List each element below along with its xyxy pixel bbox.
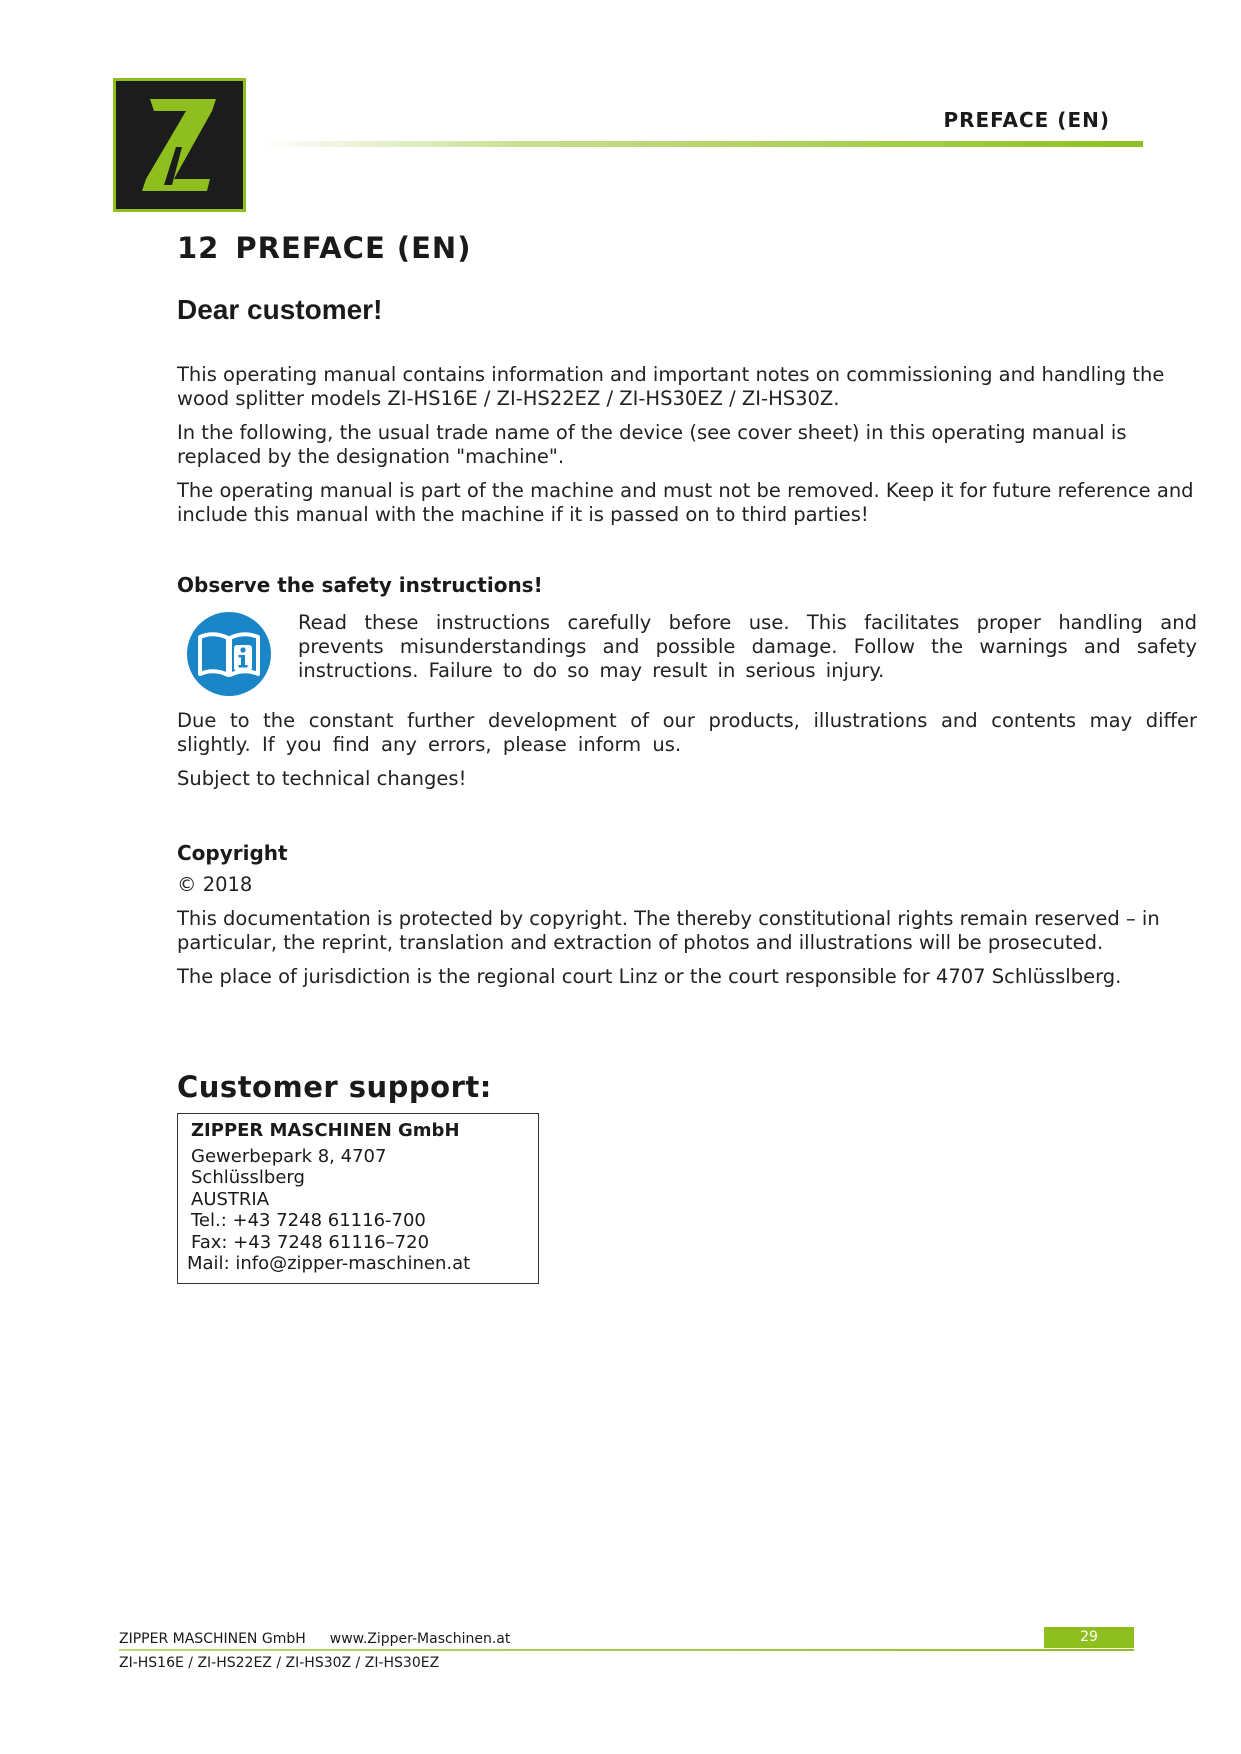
footer-website-link[interactable]: www.Zipper-Maschinen.at [329, 1631, 511, 1647]
read-manual-info-icon [186, 611, 272, 697]
chapter-heading [177, 226, 1197, 270]
support-country: AUSTRIA [191, 1188, 270, 1210]
chapter-number: 12 [177, 231, 220, 265]
copyright-section [177, 873, 1197, 989]
header-section-title: PREFACE (EN) [943, 108, 1110, 132]
intro-paragraph: This operating manual contains information and important notes on commissioning and handling the wood splitter models ZI-HS16E / ZI-HS22EZ / ZI-HS30EZ / ZI-HS30Z. [177, 363, 1165, 410]
chapter-title: PREFACE (EN) [235, 231, 472, 265]
copyright-year: © 2018 [177, 873, 253, 896]
page-number: 29 [1044, 1627, 1134, 1648]
footer-company-line [119, 1631, 510, 1647]
notes-section [177, 709, 1197, 791]
footer-company: ZIPPER MASCHINEN GmbH [119, 1631, 306, 1647]
footer-divider [119, 1649, 1134, 1651]
intro-paragraph: The operating manual is part of the machine and must not be removed. Keep it for future reference and include this manual with the machine if it is passed on to third parties! [177, 479, 1194, 526]
copyright-heading: Copyright [177, 841, 288, 865]
page-content [177, 226, 1197, 1284]
copyright-paragraph: This documentation is protected by copyright. The thereby constitutional rights remain reserved – in particular, the reprint, translation and extraction of photos and illustrations will be prosecuted. [177, 907, 1160, 954]
support-company: ZIPPER MASCHINEN GmbH [191, 1120, 460, 1141]
note-paragraph: Due to the constant further development of our products, illustrations and contents may differ slightly. If you find any errors, please inform us. [177, 709, 1197, 756]
support-tel: Tel.: +43 7248 61116-700 [191, 1210, 426, 1231]
note-paragraph: Subject to technical changes! [177, 767, 467, 790]
safety-heading: Observe the safety instructions! [177, 573, 543, 597]
support-title: Customer support: [177, 1070, 492, 1104]
copyright-paragraph: The place of jurisdiction is the regional court Linz or the court responsible for 4707 Schlüsslberg. [177, 965, 1122, 988]
safety-text: Read these instructions carefully before use. This facilitates proper handling and prevents misunderstandings and possible damage. Follow the warnings and safety instructions. Failure to do so may result in serious injury. [298, 611, 1197, 682]
header-divider [260, 141, 1143, 147]
intro-paragraph: In the following, the usual trade name of the device (see cover sheet) in this operating manual is replaced by the designation "machine". [177, 421, 1127, 468]
support-address-box [177, 1113, 539, 1284]
company-logo [113, 78, 246, 212]
support-fax: Fax: +43 7248 61116–720 [191, 1231, 430, 1253]
support-mail: Mail: info@zipper-maschinen.at [187, 1253, 471, 1274]
greeting-heading: Dear customer! [177, 294, 383, 325]
support-city: Schlüsslberg [191, 1167, 305, 1188]
zipper-z-logo-icon [116, 81, 243, 209]
intro-section [177, 363, 1197, 527]
safety-notice [177, 611, 1197, 697]
footer-models: ZI-HS16E / ZI-HS22EZ / ZI-HS30Z / ZI-HS30EZ [119, 1655, 440, 1671]
support-street: Gewerbepark 8, 4707 [191, 1145, 387, 1167]
